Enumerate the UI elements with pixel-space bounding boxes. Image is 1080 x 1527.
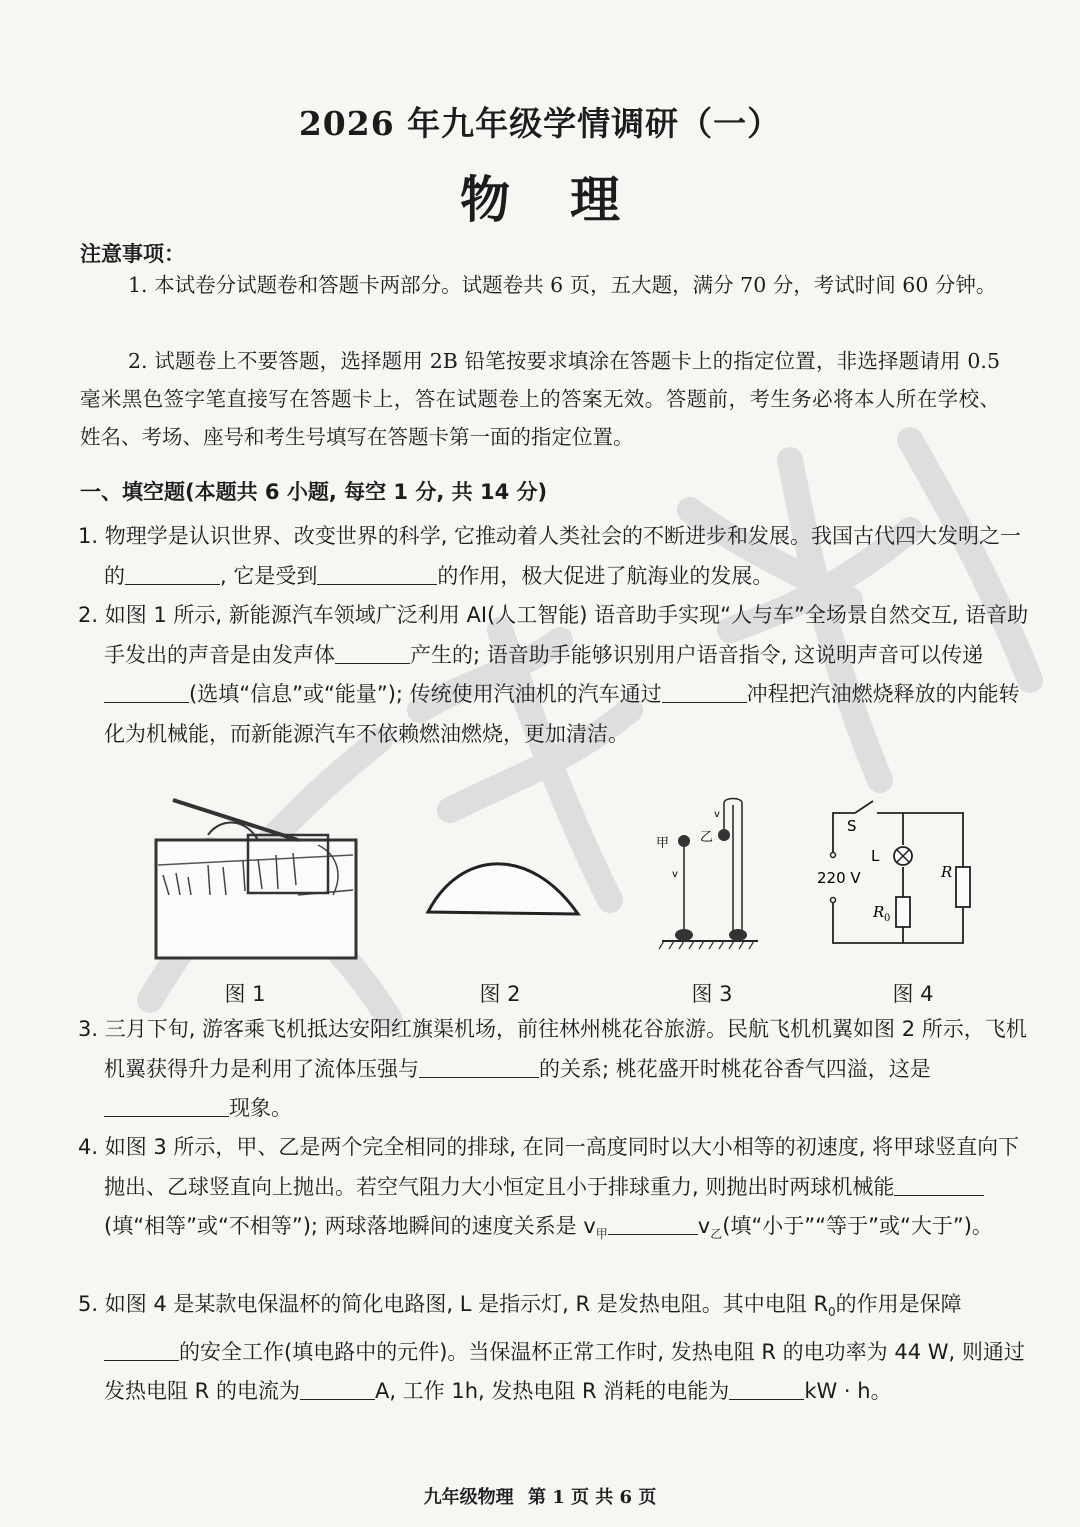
exam-title: 2026 年九年级学情调研（一） [298,104,782,143]
figure-2-caption: 图 2 [479,982,521,1006]
question-1 [78,517,1029,596]
fig3-label-jia: 甲 [656,836,670,851]
q5-text-b: 的作用是保障 [835,1292,962,1316]
q5-text-c: 的安全工作(填电路中的元件)。当保温杯正常工作时, 发热电阻 R 的电功率为 44 W, 则通过发热电阻 R 的电流为 [104,1339,1025,1404]
question-3 [78,1010,1029,1129]
figure-1-car-interior [148,795,363,965]
q2-text-d: 冲程把汽油燃烧释放的内能转化为机械能，而新能源汽车不依赖燃油燃烧，更加清洁。 [104,682,1020,746]
answer-blank[interactable] [662,680,747,703]
q2-text-b: 产生的; 语音助手能够识别用户语音指令, 这说明声音可以传递 [410,642,984,667]
answer-blank[interactable] [608,1212,698,1235]
fig4-label-r0-sub: 0 [884,913,891,924]
q4-text-c: v [697,1214,711,1238]
answer-blank[interactable] [894,1173,984,1196]
q4-sub-yi: 乙 [710,1227,723,1242]
fig4-label-voltage: 220 V [817,869,861,887]
notes-heading: 注意事项： [80,241,185,266]
q5-text-d: A, 工作 1h, 发热电阻 R 消耗的电能为 [374,1379,730,1404]
page-footer [0,1483,1080,1509]
fig4-label-s: S [847,817,857,835]
question-2 [78,596,1029,754]
fig4-label-r0: R [873,903,885,921]
fig3-label-yi: 乙 [700,830,714,845]
q5-text-a: 5. 如图 4 是某款电保温杯的简化电路图, L 是指示灯, R 是发热电阻。其中电阻 R [78,1292,829,1316]
figure-3-two-balls [650,795,765,955]
answer-blank[interactable] [125,562,220,585]
figure-1-caption: 图 1 [224,982,266,1006]
q3-text-a: 3. 三月下旬, 游客乘飞机抵达安阳红旗渠机场，前往林州桃花谷旅游。民航飞机机翼如图 2 所示，飞机机翼获得升力是利用了流体压强与 [78,1017,1027,1081]
question-5 [78,1285,1029,1412]
q1-text-a: 1. 物理学是认识世界、改变世界的科学, 它推动着人类社会的不断进步和发展。我国古代四大发明之一的 [78,524,1022,588]
q5-sub-0: 0 [828,1305,836,1320]
q2-text-c: (选填“信息”或“能量”); 传统使用汽油机的汽车通过 [189,682,662,706]
figure-3-caption: 图 3 [691,982,733,1006]
answer-blank[interactable] [104,680,189,703]
q5-text-e: kW · h。 [804,1379,892,1404]
answer-blank[interactable] [104,1338,179,1361]
q4-sub-jia: 甲 [595,1227,608,1242]
answer-blank[interactable] [300,1377,375,1400]
footer-subject: 九年级物理 [423,1487,514,1508]
notes-item-2: 2. 试题卷上不要答题，选择题用 2B 铅笔按要求填涂在答题卡上的指定位置，非选择题请用 0.5 毫米黑色签字笔直接写在答题卡上，答在试题卷上的答案无效。答题前，考生务必将本人所在学校、姓名、考场、座号和考生号填写在答题卡第一面的指定位置。 [80,349,1000,449]
answer-blank[interactable] [317,562,437,585]
q4-text-a: 4. 如图 3 所示，甲、乙是两个完全相同的排球, 在同一高度同时以大小相等的初速度, 将甲球竖直向下抛出、乙球竖直向上抛出。若空气阻力大小恒定且小于排球重力, 则抛出时两球机械能 [78,1135,1020,1199]
q1-text-b: , 它是受到 [220,563,318,588]
q2-text-a: 2. 如图 1 所示, 新能源汽车领域广泛利用 AI(人工智能) 语音助手实现“人与车”全场景自然交互, 语音助手发出的声音是由发声体 [78,603,1029,667]
answer-blank[interactable] [104,1094,229,1117]
q4-text-d: (填“小于”“等于”或“大于”)。 [722,1214,993,1238]
q1-text-c: 的作用，极大促进了航海业的发展。 [437,563,774,588]
figure-2-wing-profile [420,840,585,920]
fig4-label-l: L [871,847,880,865]
answer-blank[interactable] [729,1377,804,1400]
subject-title: 物理 [460,170,680,229]
question-4 [78,1128,1029,1255]
q3-text-b: 的关系; 桃花盛开时桃花谷香气四溢，这是 [539,1056,931,1081]
answer-blank[interactable] [335,641,410,664]
footer-page-number: 第 1 页 共 6 页 [527,1487,657,1508]
section-heading: 一、填空题(本题共 6 小题, 每空 1 分, 共 14 分) [80,480,548,504]
q3-text-c: 现象。 [229,1096,292,1120]
fig3-label-v-down: v [672,869,678,880]
figure-4-circuit [815,795,975,955]
fig4-label-r: R [941,863,953,881]
notes-item-1: 1. 本试卷分试题卷和答题卡两部分。试题卷共 6 页，五大题，满分 70 分，考试时间 60 分钟。 [128,273,997,297]
answer-blank[interactable] [419,1055,539,1078]
q4-text-b: (填“相等”或“不相等”); 两球落地瞬间的速度关系是 v [104,1214,596,1238]
figure-4-caption: 图 4 [892,982,934,1006]
fig3-label-v-up: v [714,809,720,820]
